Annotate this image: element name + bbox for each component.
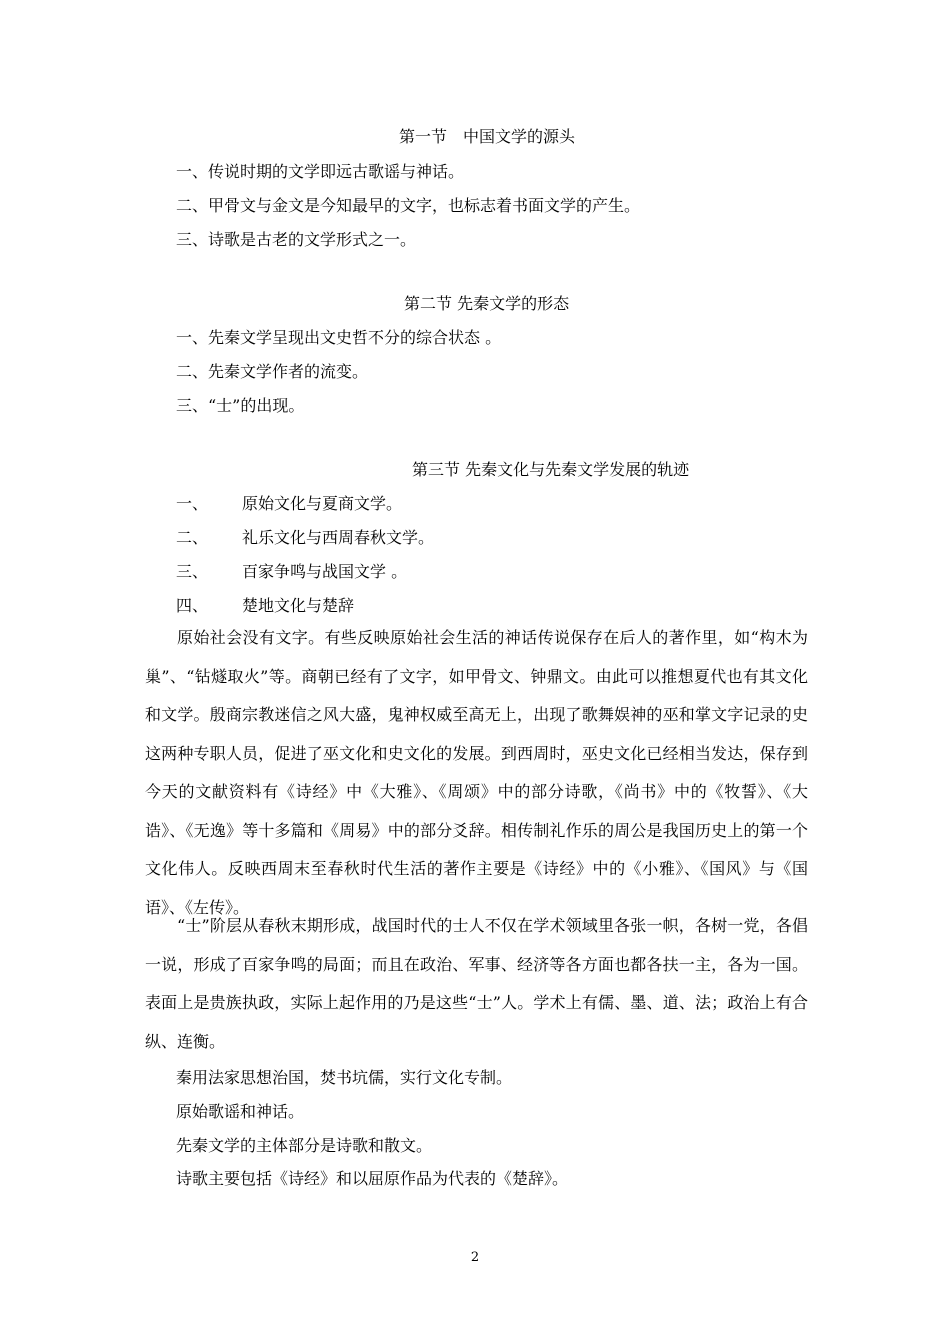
section-3-item-2-text: 礼乐文化与西周春秋文学。 [242,528,435,547]
section-3-item-2 [176,528,434,548]
section-1-heading: 第一节 中国文学的源头 [399,127,576,146]
body-paragraph-1: 原始社会没有文字。有些反映原始社会生活的神话传说保存在后人的著作里，如“构木为巢”、“钻燧取火”等。商朝已经有了文字，如甲骨文、钟鼎文。由此可以推想夏代也有其文化和文学。殷商宗教迷信之风大盛，鬼神权威至高无上，出现了歌舞娱神的巫和掌文字记录的史这两种专职人员，促进了巫文化和史文化的发展。到西周时，巫史文化已经相当发达，保存到今天的文献资料有《诗经》中《大雅》、《周颂》中的部分诗歌，《尚书》中的《牧誓》、《大诰》、《无逸》等十多篇和《周易》中的部分爻辞。相传制礼作乐的周公是我国历史上的第一个文化伟人。反映西周末至春秋时代生活的著作主要是《诗经》中的《小雅》、《国风》与《国语》、《左传》。 [145,628,808,917]
section-1-item-3: 三、诗歌是古老的文学形式之一。 [176,230,417,249]
section-2-item-2: 二、先秦文学作者的流变。 [176,362,369,381]
section-3-item-4-text: 楚地文化与楚辞 [242,596,355,615]
body-paragraph-2: “士”阶层从春秋末期形成，战国时代的士人不仅在学术领域里各张一帜，各树一党，各倡一说，形成了百家争鸣的局面；而且在政治、军事、经济等各方面也都各扶一主，各为一国。表面上是贵族执政，实际上起作用的乃是这些“士”人。学术上有儒、墨、道、法；政治上有合纵、连衡。 [145,916,808,1051]
section-2-item-1: 一、先秦文学呈现出文史哲不分的综合状态 。 [176,328,502,347]
section-3-item-1-number: 一、 [176,494,209,513]
section-3-item-3-number: 三、 [176,562,209,581]
section-3-item-3-text: 百家争鸣与战国文学 。 [242,562,408,581]
section-3-item-1 [176,494,402,514]
page-number: 2 [470,1250,480,1265]
section-3-item-2-number: 二、 [176,528,209,547]
section-2-heading: 第二节 先秦文学的形态 [404,294,570,313]
body-line-2: 原始歌谣和神话。 [176,1102,305,1121]
body-line-4: 诗歌主要包括《诗经》和以屈原作品为代表的《楚辞》。 [176,1169,569,1188]
section-3-item-3 [176,562,407,582]
body-line-3: 先秦文学的主体部分是诗歌和散文。 [176,1136,433,1155]
section-1-item-1: 一、传说时期的文学即远古歌谣与神话。 [176,162,465,181]
body-line-1: 秦用法家思想治国，焚书坑儒，实行文化专制。 [176,1068,513,1087]
section-3-heading: 第三节 先秦文化与先秦文学发展的轨迹 [412,460,690,479]
section-1-item-2: 二、甲骨文与金文是今知最早的文字，也标志着书面文学的产生。 [176,196,641,215]
section-3-item-4-number: 四、 [176,596,209,615]
section-2-item-3: 三、“士”的出现。 [176,396,305,415]
section-3-item-1-text: 原始文化与夏商文学。 [242,494,403,513]
section-3-item-4 [176,596,354,616]
